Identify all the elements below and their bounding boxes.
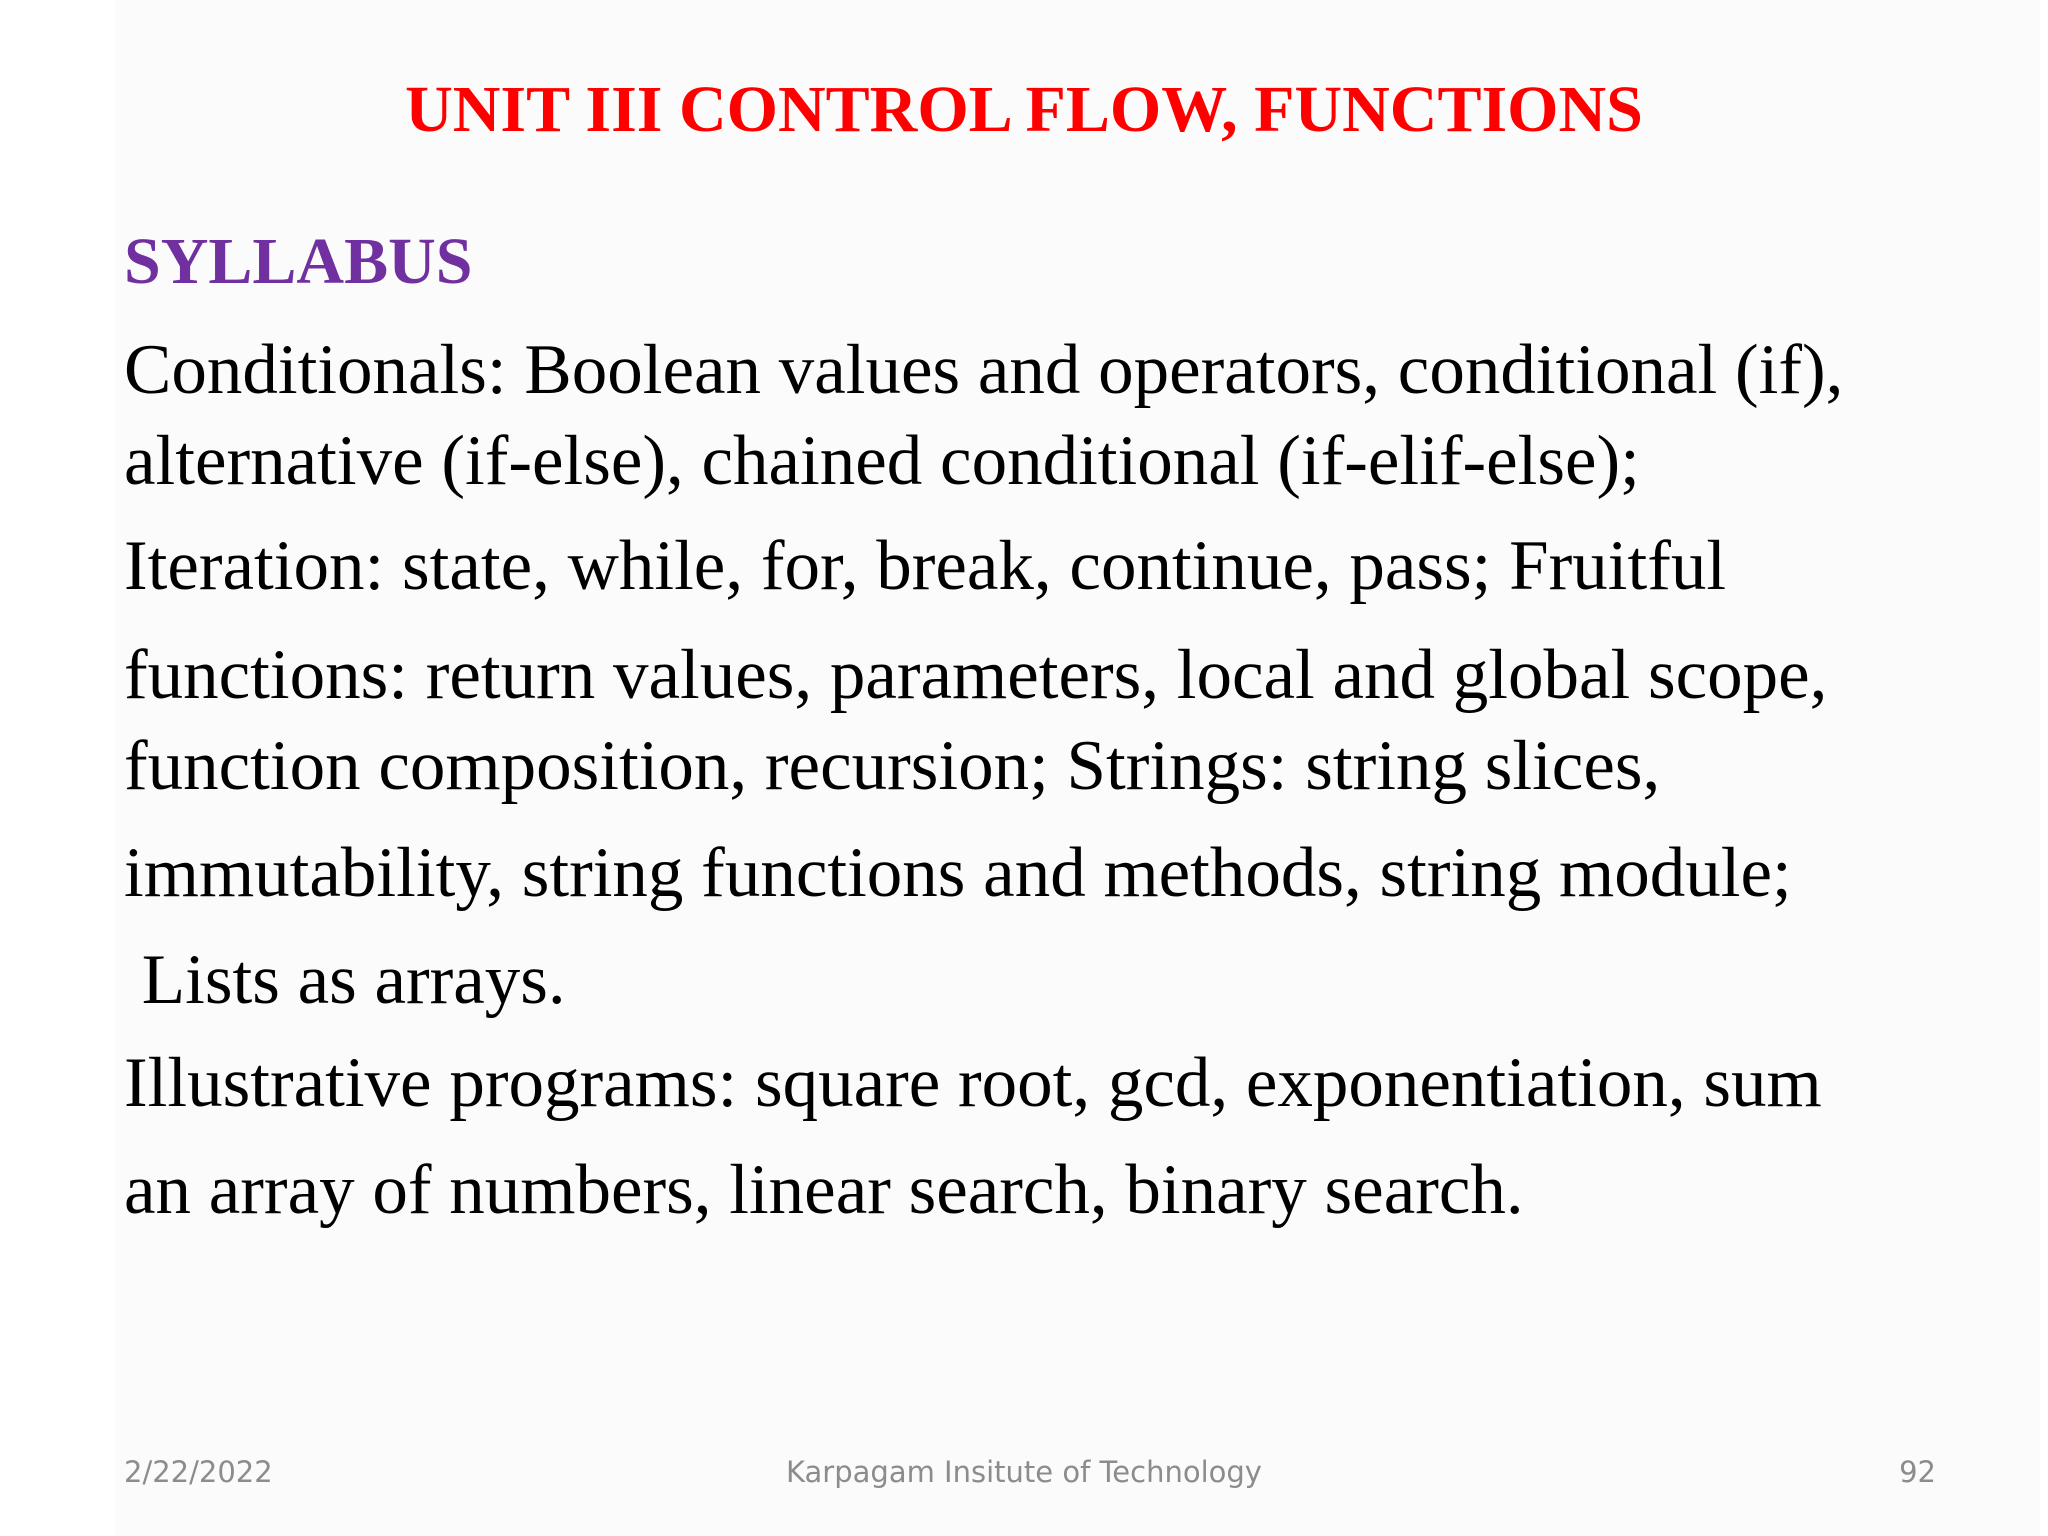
slide-title: UNIT III CONTROL FLOW, FUNCTIONS [405,73,1643,146]
footer-date: 2/22/2022 [124,1455,273,1489]
syllabus-line-lists: Lists as arrays. [124,941,566,1019]
syllabus-line-alternative: alternative (if-else), chained conditional (if-elif-else); [124,422,1640,500]
syllabus-line-illustrative: Illustrative programs: square root, gcd, exponentiation, sum [124,1044,1822,1122]
syllabus-heading: SYLLABUS [124,225,473,298]
syllabus-line-functions: functions: return values, parameters, local and global scope, [124,636,1828,714]
syllabus-line-iteration: Iteration: state, while, for, break, continue, pass; Fruitful [124,527,1727,605]
syllabus-line-immutability: immutability, string functions and methods, string module; [124,834,1792,912]
footer-page-number: 92 [1899,1455,1936,1489]
syllabus-line-composition: function composition, recursion; Strings: string slices, [124,727,1661,805]
syllabus-line-search: an array of numbers, linear search, binary search. [124,1151,1524,1229]
footer-institution: Karpagam Insitute of Technology [786,1455,1262,1489]
syllabus-line-conditionals: Conditionals: Boolean values and operators, conditional (if), [124,331,1844,409]
